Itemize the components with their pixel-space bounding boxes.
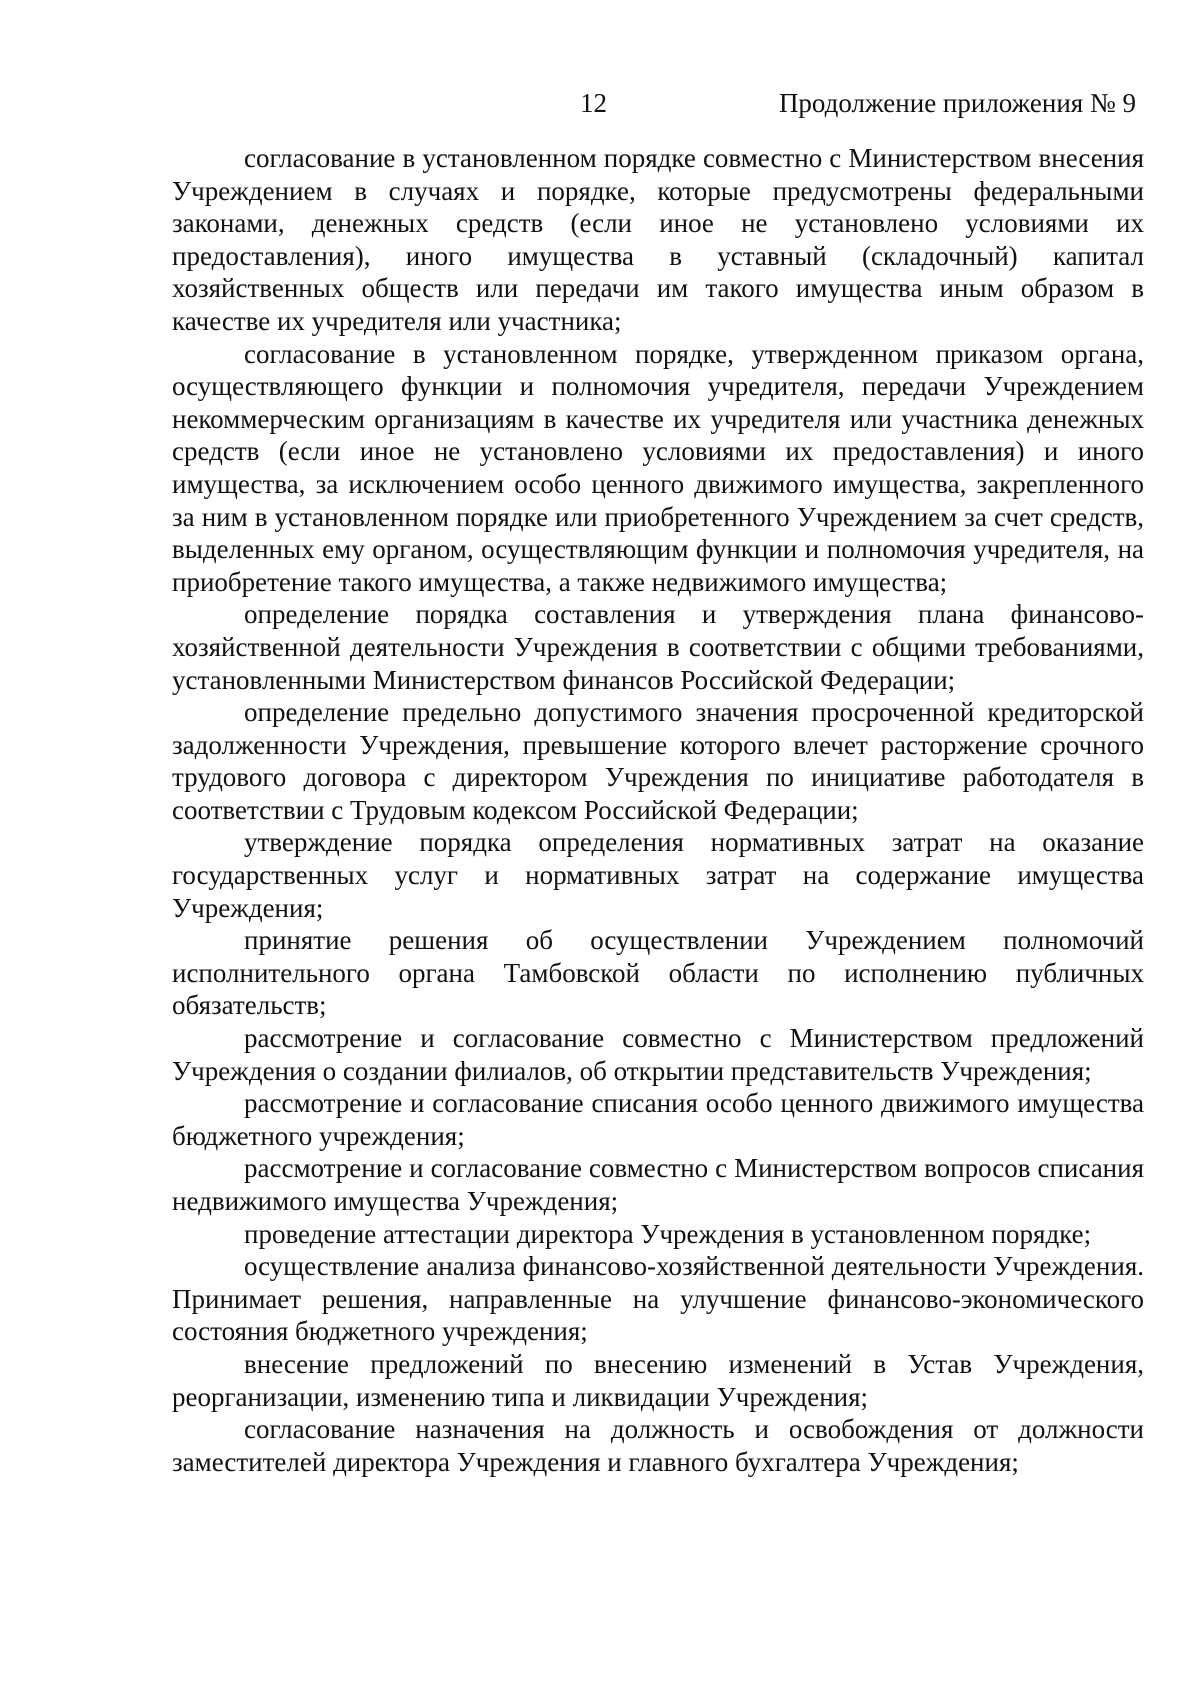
paragraph: рассмотрение и согласование совместно с Министерством вопросов списания недвижимого имущества Учреждения;: [172, 1153, 1144, 1216]
paragraph: определение порядка составления и утверждения плана финансово-хозяйственной деятельности Учреждения в соответствии с общими требованиями, установленными Министерством финансов Российской Федерации;: [172, 599, 1144, 695]
paragraph: внесение предложений по внесению изменений в Устав Учреждения, реорганизации, изменению типа и ликвидации Учреждения;: [172, 1348, 1144, 1412]
annex-continuation-label: Продолжение приложения № 9: [778, 88, 1136, 118]
paragraph: определение предельно допустимого значения просроченной кредиторской задолженности Учреждения, превышение которого влечет расторжение срочного трудового договора с директором Учреждения по инициативе работодателя в соответствии с Трудовым кодексом Российской Федерации;: [172, 697, 1144, 825]
paragraph: согласование в установленном порядке, утвержденном приказом органа, осуществляющего функции и полномочия учредителя, передачи Учреждением некоммерческим организациям в качестве их учредителя или участника денежных средств (если иное не установлено условиями их предоставления) и иного имущества, за исключением особо ценного движимого имущества, закрепленного за ним в установленном порядке или приобретенного Учреждением за счет средств, выделенных ему органом, осуществляющим функции и полномочия учредителя, на приобретение такого имущества, а также недвижимого имущества;: [172, 338, 1144, 597]
paragraph: осуществление анализа финансово-хозяйственной деятельности Учреждения. Принимает решения, направленные на улучшение финансово-экономического состояния бюджетного учреждения;: [172, 1251, 1144, 1347]
page-number: 12: [580, 88, 607, 118]
paragraph: рассмотрение и согласование списания особо ценного движимого имущества бюджетного учреждения;: [172, 1088, 1144, 1151]
page-header: [0, 85, 1200, 125]
paragraph: принятие решения об осуществлении Учреждением полномочий исполнительного органа Тамбовской области по исполнению публичных обязательств;: [172, 925, 1144, 1021]
paragraph: утверждение порядка определения нормативных затрат на оказание государственных услуг и нормативных затрат на содержание имущества Учреждения;: [172, 827, 1144, 923]
paragraph: рассмотрение и согласование совместно с Министерством предложений Учреждения о создании филиалов, об открытии представительств Учреждения;: [172, 1023, 1144, 1086]
paragraph: согласование в установленном порядке совместно с Министерством внесения Учреждением в случаях и порядке, которые предусмотрены федеральными законами, денежных средств (если иное не установлено условиями их предоставления), иного имущества в уставный (складочный) капитал хозяйственных обществ или передачи им такого имущества иным образом в качестве их учредителя или участника;: [172, 143, 1144, 336]
paragraph: согласование назначения на должность и освобождения от должности заместителей директора Учреждения и главного бухгалтера Учреждения;: [172, 1414, 1144, 1477]
document-body: [172, 142, 1144, 1478]
paragraph: проведение аттестации директора Учреждения в установленном порядке;: [244, 1218, 1092, 1249]
